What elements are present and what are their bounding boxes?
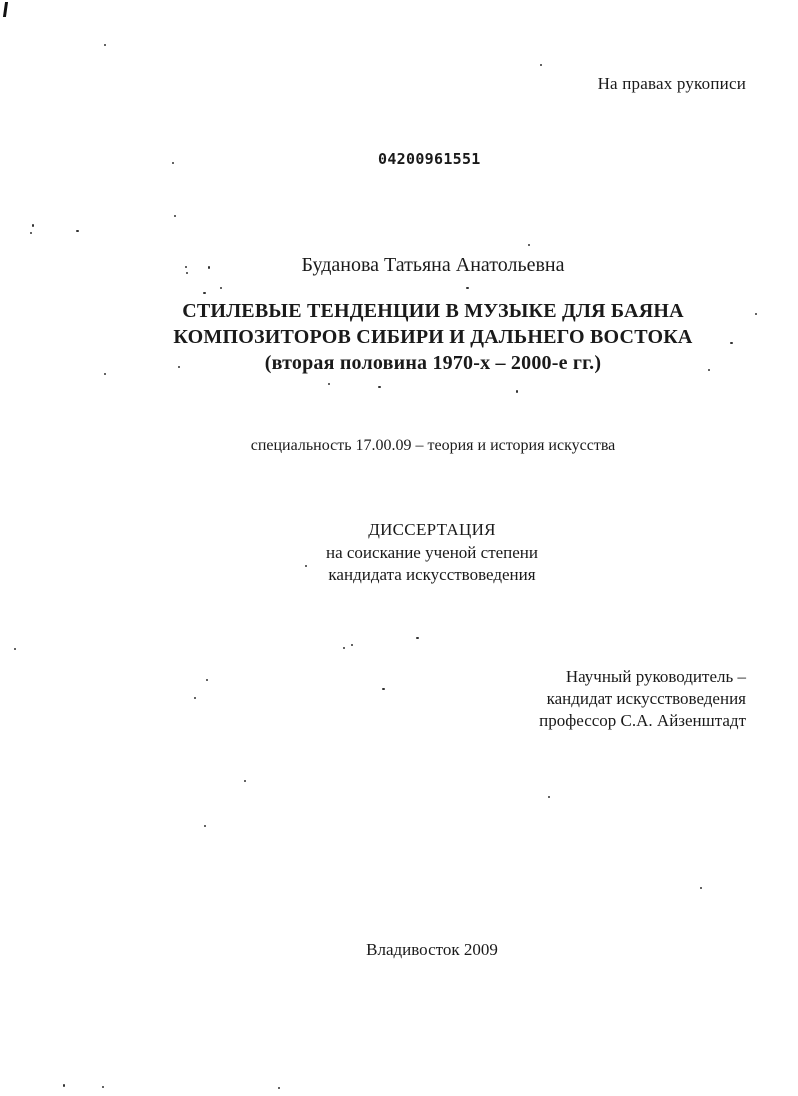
title-line-3: (вторая половина 1970-х – 2000-е гг.)	[264, 352, 602, 374]
scan-speck	[378, 386, 381, 388]
scan-speck	[174, 215, 176, 217]
scan-speck	[194, 697, 196, 699]
scan-speck	[351, 644, 353, 646]
title-line-1: СТИЛЕВЫЕ ТЕНДЕНЦИИ В МУЗЫКЕ ДЛЯ БАЯНА	[182, 300, 684, 322]
dissertation-label: ДИССЕРТАЦИЯ	[368, 520, 496, 539]
scan-speck	[172, 162, 174, 164]
scan-speck	[186, 272, 188, 274]
advisor-role: Научный руководитель –	[565, 667, 746, 686]
scan-speck	[63, 1084, 65, 1087]
scan-speck	[76, 230, 79, 232]
scan-speck	[466, 287, 469, 289]
scan-speck	[755, 313, 757, 315]
registration-number: 04200961551	[378, 150, 481, 168]
scan-speck	[206, 679, 208, 681]
scan-speck	[416, 637, 419, 639]
scan-speck	[203, 292, 206, 294]
scan-speck	[104, 373, 106, 375]
scan-speck	[30, 232, 32, 234]
dissertation-degree: кандидата искусствоведения	[328, 565, 536, 584]
scan-speck	[328, 383, 330, 385]
scan-speck	[32, 224, 34, 227]
scan-speck	[102, 1086, 104, 1088]
specialty-line: специальность 17.00.09 – теория и история искусства	[250, 437, 616, 454]
scan-speck	[343, 647, 345, 649]
scan-speck	[700, 887, 702, 889]
scan-speck	[178, 366, 180, 368]
advisor-name: профессор С.А. Айзенштадт	[539, 711, 746, 730]
scan-speck	[548, 796, 550, 798]
title-line-2: КОМПОЗИТОРОВ СИБИРИ И ДАЛЬНЕГО ВОСТОКА	[173, 326, 693, 348]
scan-speck	[305, 565, 307, 567]
scan-speck	[220, 287, 222, 289]
manuscript-rights-note: На правах рукописи	[597, 74, 746, 93]
scan-speck	[185, 266, 187, 268]
scan-speck	[708, 369, 710, 371]
author-name: Буданова Татьяна Анатольевна	[301, 254, 565, 276]
scan-speck	[204, 825, 206, 827]
advisor-degree: кандидат искусствоведения	[546, 689, 746, 708]
scan-speck	[528, 244, 530, 246]
scan-corner-mark	[3, 2, 8, 17]
scan-speck	[516, 390, 518, 393]
scan-speck	[540, 64, 542, 66]
dissertation-purpose: на соискание ученой степени	[325, 543, 539, 562]
scan-speck	[208, 266, 210, 269]
scan-speck	[382, 688, 385, 690]
city-year: Владивосток 2009	[366, 940, 498, 959]
scan-speck	[278, 1087, 280, 1089]
scan-speck	[104, 44, 106, 46]
scan-speck	[730, 342, 733, 344]
scan-speck	[14, 648, 16, 650]
scan-speck	[244, 780, 246, 782]
